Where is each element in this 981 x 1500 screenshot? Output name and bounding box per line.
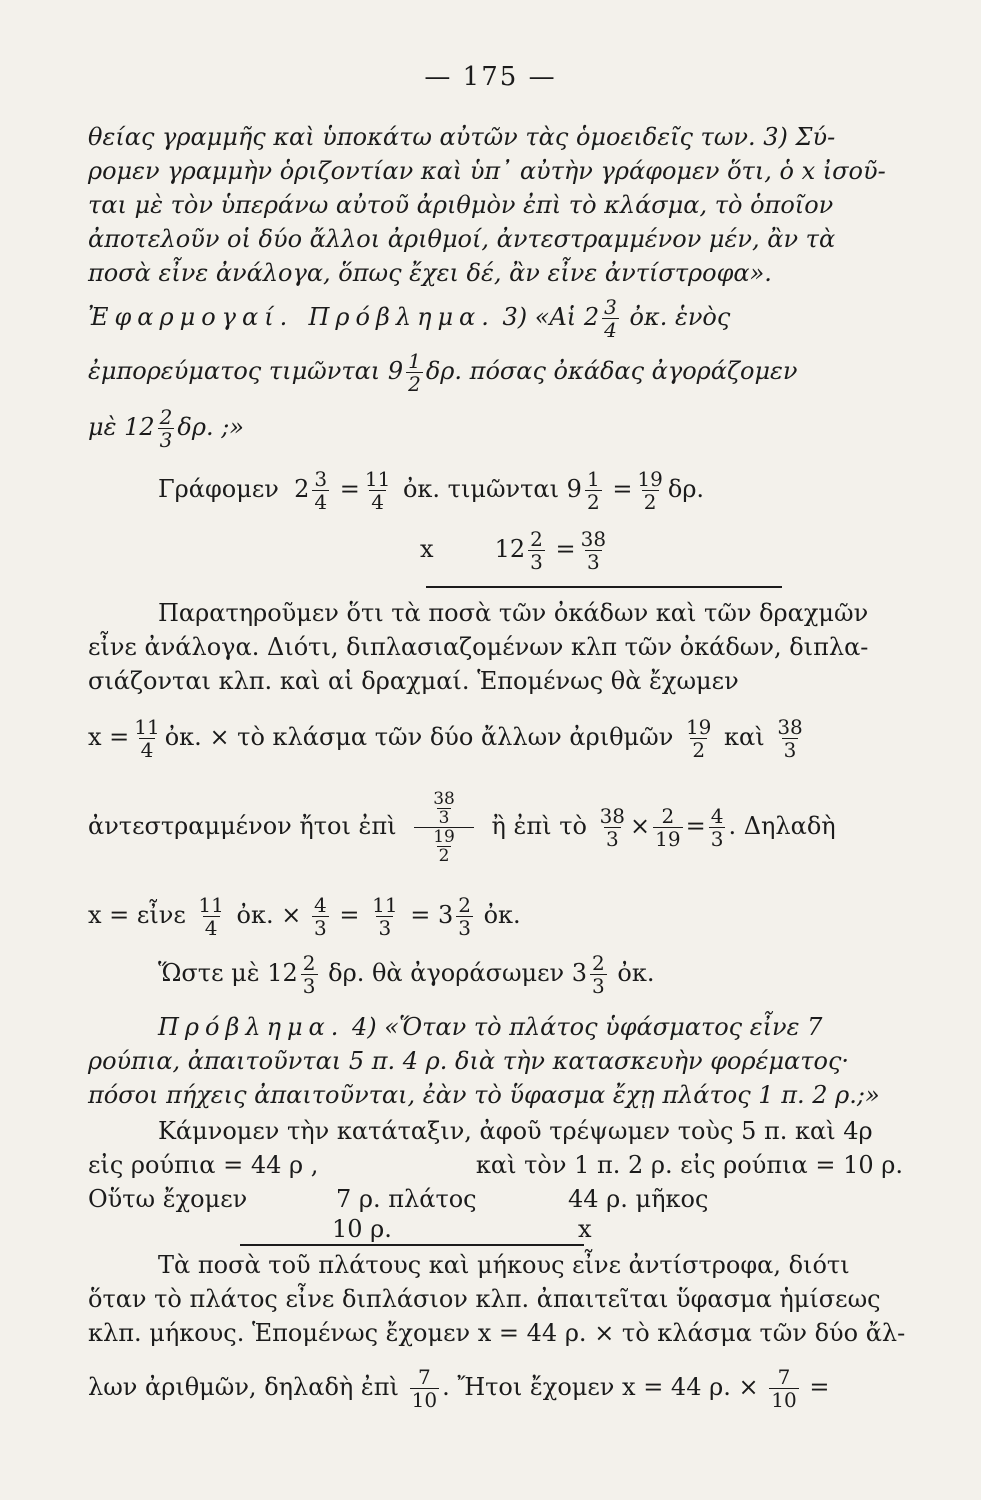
- equals-sign: =: [339, 901, 360, 929]
- equation-text: καὶ: [724, 723, 765, 751]
- fraction: [431, 790, 457, 827]
- fraction: [579, 528, 608, 573]
- text-line-content: Παρατηροῦμεν ὅτι τὰ ποσὰ τῶν ὀκάδων καὶ τῶν δραχμῶν: [158, 599, 869, 627]
- fraction: [602, 296, 619, 341]
- problem-text: 4) «Ὅταν τὸ πλάτος ὑφάσματος εἶνε 7: [352, 1013, 823, 1041]
- problem-label: Πρόβλημα.: [158, 1013, 345, 1041]
- numerator: 4: [710, 804, 724, 828]
- section-heading: Ἐφαρμογαί.: [88, 303, 294, 331]
- denominator: 3: [458, 916, 471, 940]
- text-line-content: κλπ. μήκους. Ἑπομένως ἔχομεν x = 44 ρ. × τὸ κλάσμα τῶν δύο ἄλ-: [88, 1319, 906, 1347]
- denominator: 10: [771, 1388, 797, 1412]
- equals-sign: =: [555, 535, 576, 563]
- denominator: 3: [530, 550, 543, 574]
- equation-text: x = εἶνε: [88, 901, 186, 929]
- equation-text: ὀκ.: [617, 959, 655, 987]
- numerator: 19: [637, 467, 663, 491]
- equation-line-5: [88, 1366, 903, 1411]
- denominator: 2: [692, 738, 706, 762]
- work-text: 44 ρ. μῆκος: [568, 1185, 709, 1213]
- work-text: x: [578, 1215, 592, 1243]
- problem-text: δρ. ;»: [177, 413, 244, 441]
- text-line: [88, 190, 903, 220]
- denominator: 3: [378, 916, 392, 940]
- equation-text: δρ. θὰ ἀγοράσωμεν 3: [328, 959, 588, 987]
- text-line: [88, 156, 903, 186]
- denominator: 4: [314, 490, 328, 514]
- numerator: 2: [159, 405, 173, 429]
- numerator: 11: [198, 893, 224, 917]
- work-text: Κάμνομεν τὴν κατάταξιν, ἀφοῦ τρέψωμεν τοὺς 5 π. καὶ 4ρ: [158, 1117, 873, 1145]
- numerator: 2: [661, 804, 675, 828]
- problem-text: ὀκ. ἑνὸς: [629, 303, 731, 331]
- equation-text: ἢ ἐπὶ τὸ: [491, 812, 587, 840]
- denominator: 4: [140, 738, 154, 762]
- text-line: [88, 1318, 906, 1348]
- denominator: 10: [411, 1388, 438, 1412]
- problem-3-line-2: [88, 350, 903, 395]
- text-line: [158, 1250, 903, 1280]
- work-text: 10 ρ.: [332, 1215, 392, 1243]
- problem-text: ἐμπορεύματος τιμῶνται 9: [88, 357, 404, 385]
- denominator: 2: [643, 490, 657, 514]
- denominator: 19: [655, 827, 681, 851]
- problem-3-line-3: [88, 406, 903, 451]
- denominator: 2: [586, 490, 600, 514]
- problem-text: 3) «Αἱ 2: [502, 303, 600, 331]
- text-line: [88, 258, 903, 288]
- fraction: [370, 894, 399, 939]
- equation-line-3: [88, 894, 903, 939]
- text-line: [88, 1284, 903, 1314]
- denominator: 4: [204, 916, 218, 940]
- problem-4-line-1: [158, 1012, 903, 1042]
- numerator: 38: [599, 804, 626, 828]
- denominator: 3: [592, 974, 605, 998]
- page-number: — 175 —: [424, 62, 557, 92]
- equation-text: . Δηλαδὴ: [728, 812, 836, 840]
- numerator: 2: [458, 893, 471, 917]
- compound-denominator: [414, 827, 474, 865]
- problem-label: Πρόβλημα.: [308, 303, 495, 331]
- text-line-content: ται μὲ τὸν ὑπεράνω αὐτοῦ ἀριθμὸν ἐπὶ τὸ κλάσμα, τὸ ὁποῖον: [88, 191, 834, 219]
- denominator: 3: [159, 428, 173, 452]
- numerator: 38: [580, 527, 607, 551]
- equation-line-2: [88, 790, 903, 865]
- fraction: [684, 716, 713, 761]
- equals-sign: =: [339, 475, 360, 503]
- fraction: [590, 952, 607, 997]
- horizontal-rule: [240, 1244, 584, 1246]
- equals-sign: =: [612, 475, 633, 503]
- text-line-content: ὅταν τὸ πλάτος εἶνε διπλάσιον κλπ. ἀπαιτεῖται ὕφασμα ἡμίσεως: [88, 1285, 881, 1313]
- equation-text: x =: [88, 723, 130, 751]
- work-text: Οὕτω ἔχομεν: [88, 1185, 248, 1213]
- numerator: 3: [314, 467, 328, 491]
- denominator: 4: [371, 490, 384, 514]
- fraction: [431, 828, 457, 865]
- work-text: καὶ τὸν 1 π. 2 ρ. εἰς ρούπια = 10 ρ.: [475, 1151, 903, 1179]
- setup-line-2: [420, 528, 981, 573]
- numerator: 7: [777, 1365, 791, 1389]
- setup-line-1: [158, 468, 973, 513]
- problem-text: ρούπια, ἀπαιτοῦνται 5 π. 4 ρ. διὰ τὴν κατασκευὴν φορέματος·: [88, 1047, 850, 1075]
- fraction: [158, 406, 175, 451]
- equation-line-4: [158, 952, 903, 997]
- numerator: 11: [372, 893, 398, 917]
- fraction: [635, 468, 664, 513]
- equation-text: ὀκ. × τὸ κλάσμα τῶν δύο ἄλλων ἀριθμῶν: [164, 723, 674, 751]
- numerator: 1: [408, 349, 421, 373]
- text-line-content: ἀποτελοῦν οἱ δύο ἄλλοι ἀριθμοί, ἀντεστραμμένον μέν, ἂν τὰ: [88, 225, 836, 253]
- problem-3-line-1: [88, 296, 903, 341]
- fraction: [312, 468, 329, 513]
- fraction: [132, 716, 161, 761]
- numerator: 11: [134, 715, 160, 739]
- work-text: 7 ρ. πλάτος: [336, 1185, 477, 1213]
- fraction: [653, 805, 682, 850]
- text-line: [88, 224, 903, 254]
- setup-text: δρ.: [667, 475, 705, 503]
- denominator: 3: [605, 827, 619, 851]
- numerator: 2: [530, 527, 543, 551]
- setup-text: ὀκ. τιμῶνται: [402, 475, 560, 503]
- equation-text: = 3: [410, 901, 454, 929]
- numerator: 19: [433, 827, 455, 847]
- text-line-content: θείας γραμμῆς καὶ ὑποκάτω αὐτῶν τὰς ὁμοειδεῖς των. 3) Σύ-: [88, 123, 836, 151]
- denominator: 3: [710, 827, 724, 851]
- fraction: [598, 805, 627, 850]
- text-line: [88, 666, 903, 696]
- denominator: 3: [783, 738, 797, 762]
- equation-text: ἀντεστραμμένον ἤτοι ἐπὶ: [88, 812, 397, 840]
- numerator: 7: [417, 1365, 431, 1389]
- denominator: 2: [408, 372, 421, 396]
- equation-text: . Ἤτοι ἔχομεν x = 44 ρ. ×: [442, 1373, 759, 1401]
- denominator: 3: [586, 550, 600, 574]
- text-line-content: ρομεν γραμμὴν ὁριζοντίαν καὶ ὑπ᾽ αὐτὴν γράφομεν ὅτι, ὁ x ἰσοῦ-: [88, 157, 886, 185]
- fraction: [301, 952, 318, 997]
- horizontal-rule: [426, 586, 782, 588]
- numerator: 4: [313, 893, 327, 917]
- numerator: 2: [592, 951, 605, 975]
- setup-text: Γράφομεν: [158, 475, 279, 503]
- text-line-content: σιάζονται κλπ. καὶ αἱ δραχμαί. Ἑπομένως θὰ ἔχωμεν: [88, 667, 739, 695]
- equation-text: λων ἀριθμῶν, δηλαδὴ ἐπὶ: [88, 1373, 399, 1401]
- text-line-content: ποσὰ εἶνε ἀνάλογα, ὅπως ἔχει δέ, ἂν εἶνε ἀντίστροφα».: [88, 259, 772, 287]
- problem-text: πόσοι πήχεις ἀπαιτοῦνται, ἐὰν τὸ ὕφασμα ἔχῃ πλάτος 1 π. 2 ρ.;»: [88, 1081, 880, 1109]
- denominator: 3: [302, 974, 316, 998]
- equation-text: ὀκ. ×: [236, 901, 302, 929]
- work-line-2: [88, 1150, 903, 1180]
- times-sign: ×: [630, 812, 651, 840]
- fraction: [312, 894, 329, 939]
- mixed-whole: 12: [494, 535, 526, 563]
- fraction: [585, 468, 602, 513]
- fraction: [769, 1366, 798, 1411]
- equals-sign: =: [685, 812, 706, 840]
- fraction: [196, 894, 225, 939]
- equation-text: =: [809, 1373, 830, 1401]
- text-line: [88, 632, 903, 662]
- equation-text: ὀκ.: [483, 901, 521, 929]
- work-line-3: [88, 1184, 903, 1214]
- work-text: εἰς ρούπια = 44 ρ ,: [88, 1151, 319, 1179]
- problem-4-line-2: [88, 1046, 903, 1076]
- numerator: 11: [364, 467, 391, 491]
- equation-text: Ὥστε μὲ 12: [158, 959, 298, 987]
- denominator: 2: [438, 846, 450, 866]
- unknown-x: x: [420, 535, 434, 563]
- fraction: [456, 894, 473, 939]
- numerator: 1: [586, 467, 600, 491]
- text-line-content: Τὰ ποσὰ τοῦ πλάτους καὶ μήκους εἶνε ἀντίστροφα, διότι: [158, 1251, 850, 1279]
- problem-4-line-3: [88, 1080, 903, 1110]
- work-line-1: [158, 1116, 903, 1146]
- fraction: [775, 716, 804, 761]
- numerator: 38: [433, 789, 455, 809]
- numerator: 2: [302, 951, 316, 975]
- fraction: [406, 350, 423, 395]
- numerator: 3: [604, 295, 617, 319]
- problem-text: μὲ 12: [88, 413, 155, 441]
- denominator: 3: [313, 916, 327, 940]
- equation-line-1: [88, 716, 903, 761]
- text-line: [88, 122, 903, 152]
- mixed-whole: 9: [566, 475, 582, 503]
- denominator: 3: [438, 808, 450, 828]
- text-line-content: εἶνε ἀνάλογα. Διότι, διπλασιαζομένων κλπ τῶν ὀκάδων, διπλα-: [88, 633, 869, 661]
- numerator: 38: [777, 715, 803, 739]
- fraction: [363, 468, 392, 513]
- compound-fraction: [414, 790, 474, 865]
- text-line: [158, 598, 903, 628]
- denominator: 4: [604, 318, 617, 342]
- numerator: 19: [685, 715, 712, 739]
- mixed-whole: 2: [294, 475, 310, 503]
- fraction: [410, 1366, 439, 1411]
- problem-text: δρ. πόσας ὀκάδας ἀγοράζομεν: [425, 357, 798, 385]
- compound-numerator: [426, 790, 462, 827]
- fraction: [709, 805, 726, 850]
- fraction: [528, 528, 545, 573]
